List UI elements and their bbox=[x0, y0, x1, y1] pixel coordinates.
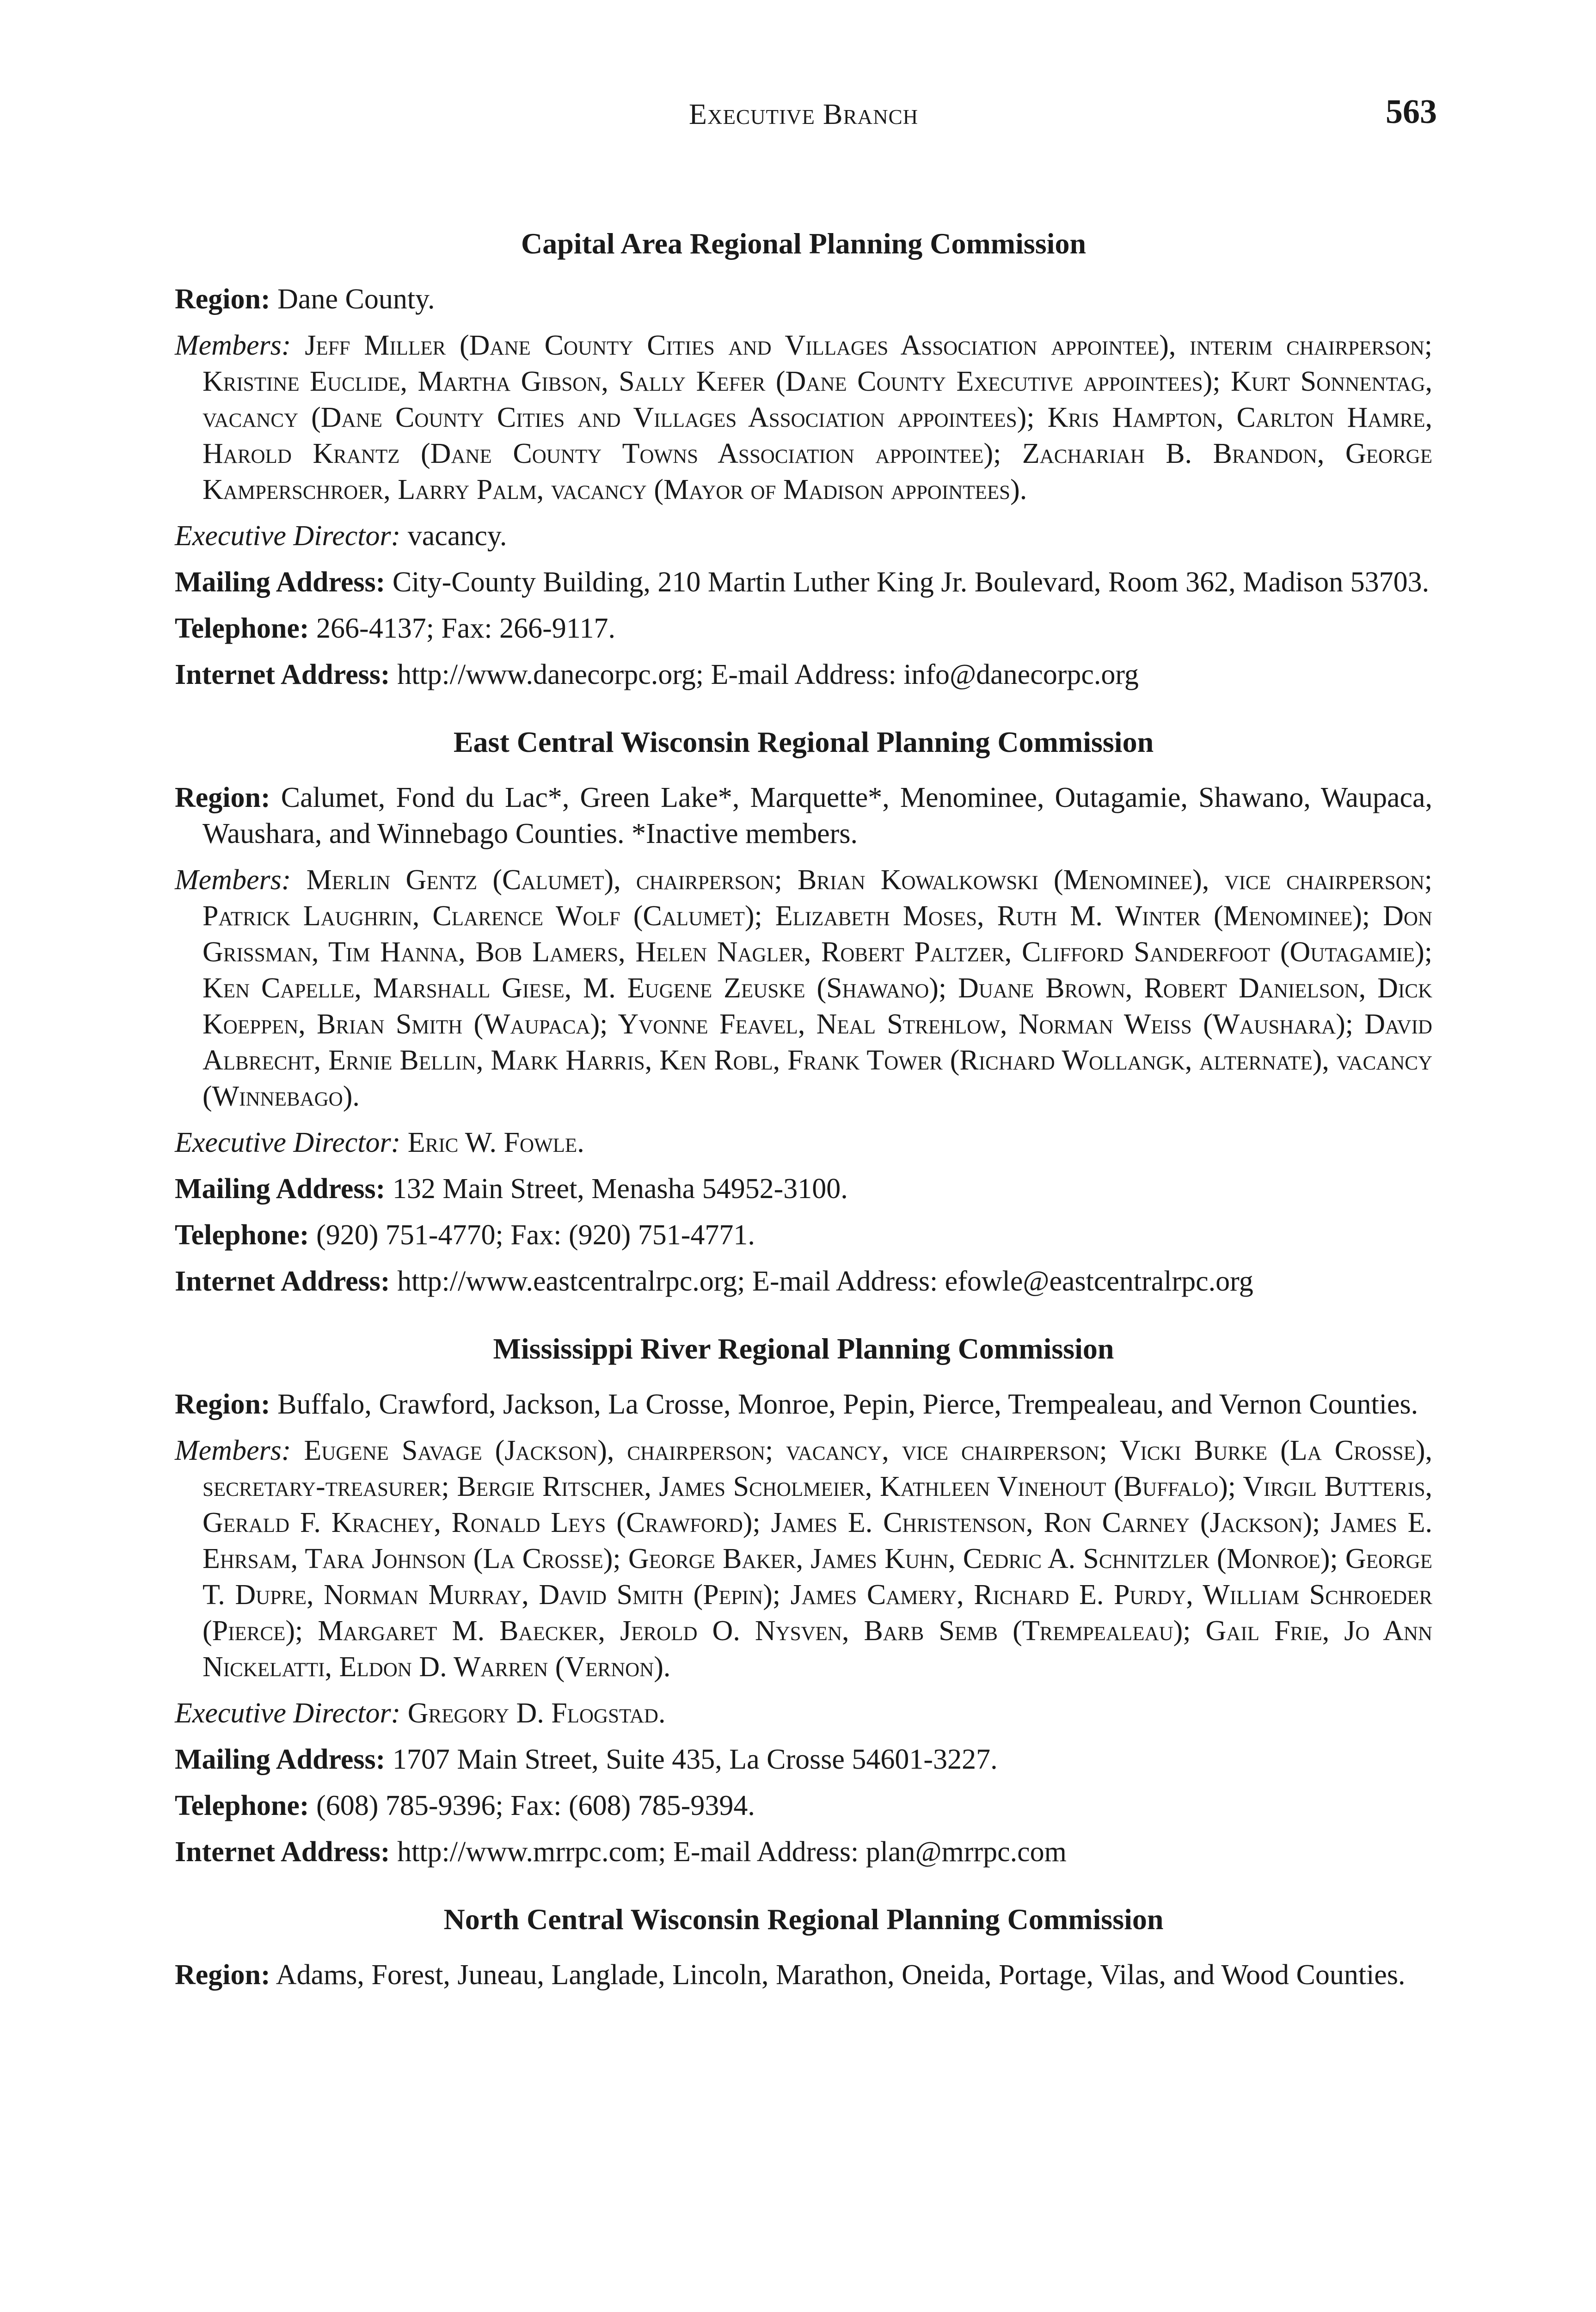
mailing-address-value: City-County Building, 210 Martin Luther King Jr. Boulevard, Room 362, Madison 53703. bbox=[392, 566, 1430, 598]
mailing-address-entry bbox=[175, 564, 1432, 600]
section-title: East Central Wisconsin Regional Planning Commission bbox=[453, 726, 1154, 758]
telephone-entry bbox=[175, 1788, 1432, 1824]
region-entry bbox=[175, 1386, 1432, 1422]
mailing-address-label: Mailing Address: bbox=[175, 1744, 386, 1775]
running-head bbox=[175, 88, 1437, 153]
telephone-label: Telephone: bbox=[175, 613, 309, 644]
mailing-address-label: Mailing Address: bbox=[175, 1173, 386, 1205]
members-label: Members: bbox=[175, 1435, 291, 1466]
internet-address-value: http://www.danecorpc.org; E-mail Address: info@danecorpc.org bbox=[397, 659, 1139, 690]
telephone-entry bbox=[175, 610, 1432, 646]
members-entry bbox=[175, 1433, 1432, 1685]
mailing-address-label: Mailing Address: bbox=[175, 566, 386, 598]
section-capital-area bbox=[175, 227, 1432, 693]
telephone-value: 266-4137; Fax: 266-9117. bbox=[316, 613, 615, 644]
internet-address-entry bbox=[175, 1263, 1432, 1299]
executive-director-value: vacancy. bbox=[407, 520, 507, 552]
telephone-value: (608) 785-9396; Fax: (608) 785-9394. bbox=[316, 1790, 755, 1821]
internet-address-label: Internet Address: bbox=[175, 659, 390, 690]
telephone-label: Telephone: bbox=[175, 1790, 309, 1821]
section-title: Mississippi River Regional Planning Commission bbox=[493, 1332, 1114, 1365]
region-label: Region: bbox=[175, 1959, 270, 1991]
members-entry bbox=[175, 862, 1432, 1114]
executive-director-label: Executive Director: bbox=[175, 1697, 401, 1729]
internet-address-entry bbox=[175, 1834, 1432, 1870]
executive-director-entry bbox=[175, 1695, 1432, 1731]
members-entry bbox=[175, 327, 1432, 508]
region-value: Adams, Forest, Juneau, Langlade, Lincoln, Marathon, Oneida, Portage, Vilas, and Wood Counties. bbox=[276, 1959, 1406, 1991]
executive-director-entry bbox=[175, 518, 1432, 554]
telephone-entry bbox=[175, 1217, 1432, 1253]
mailing-address-value: 1707 Main Street, Suite 435, La Crosse 54601-3227. bbox=[392, 1744, 998, 1775]
members-value: Jeff Miller (Dane County Cities and Villages Association appointee), interim chairperson; Kristine Euclide, Martha Gibson, Sally Kefer (Dane County Executive appointees); Kurt Sonnentag, vacancy (Dane County Cities and Villages Association appointees); Kris Hampton, Carlton Hamre, Harold Krantz (Dane County Towns Association appointee); Zachariah B. Brandon, George Kamperschroer, Larry Palm, vacancy (Mayor of Madison appointees). bbox=[203, 330, 1433, 505]
internet-address-value: http://www.eastcentralrpc.org; E-mail Address: efowle@eastcentralrpc.org bbox=[397, 1266, 1253, 1297]
internet-address-entry bbox=[175, 657, 1432, 693]
section-mississippi-river bbox=[175, 1332, 1432, 1870]
mailing-address-entry bbox=[175, 1741, 1432, 1777]
executive-director-value: Eric W. Fowle. bbox=[407, 1127, 584, 1158]
region-label: Region: bbox=[175, 1389, 270, 1420]
members-value: Eugene Savage (Jackson), chairperson; vacancy, vice chairperson; Vicki Burke (La Crosse), secretary-treasurer; Bergie Ritscher, James Scholmeier, Kathleen Vinehout (Buffalo); Virgil Butteris, Gerald F. Krachey, Ronald Leys (Crawford); James E. Christenson, Ron Carney (Jackson); James E. Ehrsam, Tara Johnson (La Crosse); George Baker, James Kuhn, Cedric A. Schnitzler (Monroe); George T. Dupre, Norman Murray, David Smith (Pepin); James Camery, Richard E. Purdy, William Schroeder (Pierce); Margaret M. Baecker, Jerold O. Nysven, Barb Semb (Trempealeau); Gail Frie, Jo Ann Nickelatti, Eldon D. Warren (Vernon). bbox=[203, 1435, 1432, 1683]
internet-address-label: Internet Address: bbox=[175, 1266, 390, 1297]
region-value: Buffalo, Crawford, Jackson, La Crosse, Monroe, Pepin, Pierce, Trempealeau, and Vernon Counties. bbox=[277, 1389, 1418, 1420]
executive-director-label: Executive Director: bbox=[175, 1127, 401, 1158]
region-entry bbox=[175, 780, 1432, 852]
telephone-label: Telephone: bbox=[175, 1219, 309, 1251]
internet-address-value: http://www.mrrpc.com; E-mail Address: plan@mrrpc.com bbox=[397, 1836, 1067, 1868]
executive-director-entry bbox=[175, 1125, 1432, 1161]
mailing-address-value: 132 Main Street, Menasha 54952-3100. bbox=[392, 1173, 848, 1205]
section-north-central bbox=[175, 1902, 1432, 1993]
internet-address-label: Internet Address: bbox=[175, 1836, 390, 1868]
members-label: Members: bbox=[175, 864, 291, 896]
region-value: Dane County. bbox=[277, 283, 435, 315]
section-east-central bbox=[175, 725, 1432, 1299]
members-label: Members: bbox=[175, 330, 291, 361]
region-label: Region: bbox=[175, 782, 270, 813]
members-value: Merlin Gentz (Calumet), chairperson; Brian Kowalkowski (Menominee), vice chairperson; Patrick Laughrin, Clarence Wolf (Calumet); Elizabeth Moses, Ruth M. Winter (Menominee); Don Grissman, Tim Hanna, Bob Lamers, Helen Nagler, Robert Paltzer, Clifford Sanderfoot (Outagamie); Ken Capelle, Marshall Giese, M. Eugene Zeuske (Shawano); Duane Brown, Robert Danielson, Dick Koeppen, Brian Smith (Waupaca); Yvonne Feavel, Neal Strehlow, Norman Weiss (Waushara); David Albrecht, Ernie Bellin, Mark Harris, Ken Robl, Frank Tower (Richard Wollangk, alternate), vacancy (Winnebago). bbox=[203, 864, 1432, 1112]
telephone-value: (920) 751-4770; Fax: (920) 751-4771. bbox=[316, 1219, 755, 1251]
document-page bbox=[175, 88, 1437, 2003]
region-entry bbox=[175, 1957, 1432, 1993]
page-number: 563 bbox=[1386, 93, 1437, 131]
region-entry bbox=[175, 281, 1432, 317]
executive-director-value: Gregory D. Flogstad. bbox=[407, 1697, 666, 1729]
region-label: Region: bbox=[175, 283, 270, 315]
section-title: Capital Area Regional Planning Commission bbox=[521, 227, 1087, 260]
running-title: Executive Branch bbox=[688, 98, 919, 130]
executive-director-label: Executive Director: bbox=[175, 520, 401, 552]
mailing-address-entry bbox=[175, 1171, 1432, 1207]
region-value: Calumet, Fond du Lac*, Green Lake*, Marquette*, Menominee, Outagamie, Shawano, Waupaca, Waushara, and Winnebago Counties. *Inactive members. bbox=[203, 782, 1432, 849]
section-title: North Central Wisconsin Regional Planning Commission bbox=[443, 1903, 1164, 1936]
